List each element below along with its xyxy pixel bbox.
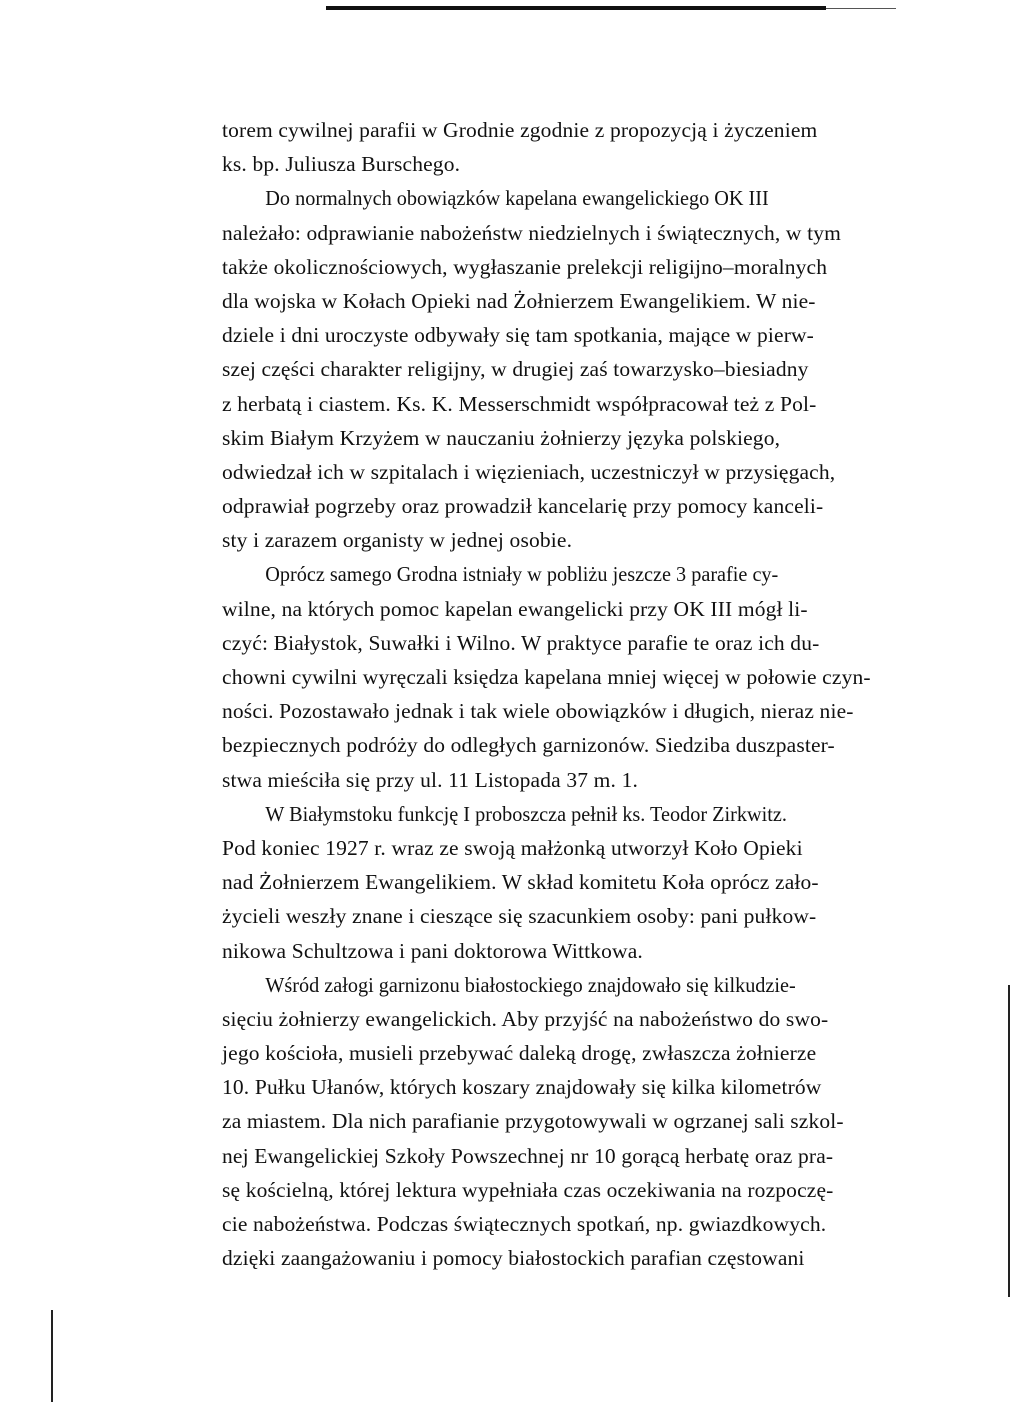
text-line: 10. Pułku Ułanów, których koszary znajdowały się kilka kilometrów: [222, 1075, 822, 1100]
text-line: z herbatą i ciastem. Ks. K. Messerschmidt współpracował też z Pol-: [222, 391, 817, 416]
text-line: cie nabożeństwa. Podczas świątecznych spotkań, np. gwiazdkowych.: [222, 1212, 827, 1236]
text-line: chowni cywilni wyręczali księdza kapelana mniej więcej w połowie czyn-: [222, 665, 871, 689]
text-line: ks. bp. Juliusza Burschego.: [222, 152, 461, 177]
text-line: Pod koniec 1927 r. wraz ze swoją małżonką utworzył Koło Opieki: [222, 835, 803, 860]
text-line: torem cywilnej parafii w Grodnie zgodnie z propozycją i życzeniem: [222, 118, 818, 142]
text-line: W Białymstoku funkcję I proboszcza pełnił ks. Teodor Zirkwitz.: [265, 801, 787, 826]
text-line: należało: odprawianie nabożeństw niedzielnych i świątecznych, w tym: [222, 220, 841, 245]
text-line: bezpiecznych podróży do odległych garnizonów. Siedziba duszpaster-: [222, 733, 835, 758]
text-line: ności. Pozostawało jednak i tak wiele obowiązków i długich, nieraz nie-: [222, 699, 854, 724]
text-line: za miastem. Dla nich parafianie przygotowywali w ogrzanej sali szkol-: [222, 1109, 844, 1134]
text-line: odwiedzał ich w szpitalach i więzieniach, uczestniczył w przysięgach,: [222, 459, 836, 484]
text-line: sę kościelną, której lektura wypełniała czas oczekiwania na rozpoczę-: [222, 1177, 834, 1202]
text-line: szej części charakter religijny, w drugiej zaś towarzysko–biesiadny: [222, 357, 809, 382]
page-body-text: [222, 113, 1004, 1275]
text-line: Oprócz samego Grodna istniały w pobliżu jeszcze 3 parafie cy-: [265, 562, 779, 587]
text-line: życieli weszły znane i cieszące się szacunkiem osoby: pani pułkow-: [222, 904, 817, 929]
text-line: sty i zarazem organisty w jednej osobie.: [222, 528, 573, 553]
scan-edge-left: [51, 1310, 53, 1402]
text-line: wilne, na których pomoc kapelan ewangelicki przy OK III mógł li-: [222, 596, 808, 621]
text-line: nad Żołnierzem Ewangelikiem. W skład komitetu Koła oprócz zało-: [222, 870, 819, 895]
text-line: sięciu żołnierzy ewangelickich. Aby przyjść na nabożeństwo do swo-: [222, 1006, 829, 1031]
text-line: odprawiał pogrzeby oraz prowadził kancelarię przy pomocy kanceli-: [222, 494, 824, 519]
text-line: jego kościoła, musieli przebywać daleką drogę, zwłaszcza żołnierze: [222, 1041, 817, 1066]
text-line: Wśród załogi garnizonu białostockiego znajdowało się kilkudzie-: [265, 972, 796, 997]
text-line: dla wojska w Kołach Opieki nad Żołnierzem Ewangelikiem. W nie-: [222, 288, 816, 313]
text-line: Do normalnych obowiązków kapelana ewangelickiego OK III: [265, 186, 769, 211]
text-line: nej Ewangelickiej Szkoły Powszechnej nr 10 gorącą herbatę oraz pra-: [222, 1143, 834, 1168]
scan-edge-top: [326, 6, 826, 10]
text-line: nikowa Schultzowa i pani doktorowa Wittkowa.: [222, 938, 643, 963]
text-line: także okolicznościowych, wygłaszanie prelekcji religijno–moralnych: [222, 254, 828, 279]
text-line: stwa mieściła się przy ul. 11 Listopada 37 m. 1.: [222, 767, 639, 792]
text-line: czyć: Białystok, Suwałki i Wilno. W praktyce parafie te oraz ich du-: [222, 630, 820, 655]
text-line: dziele i dni uroczyste odbywały się tam spotkania, mające w pierw-: [222, 323, 814, 348]
scan-edge-right: [1008, 985, 1010, 1297]
text-line: skim Białym Krzyżem w nauczaniu żołnierzy języka polskiego,: [222, 425, 781, 450]
text-line: dzięki zaangażowaniu i pomocy białostockich parafian częstowani: [222, 1246, 805, 1271]
